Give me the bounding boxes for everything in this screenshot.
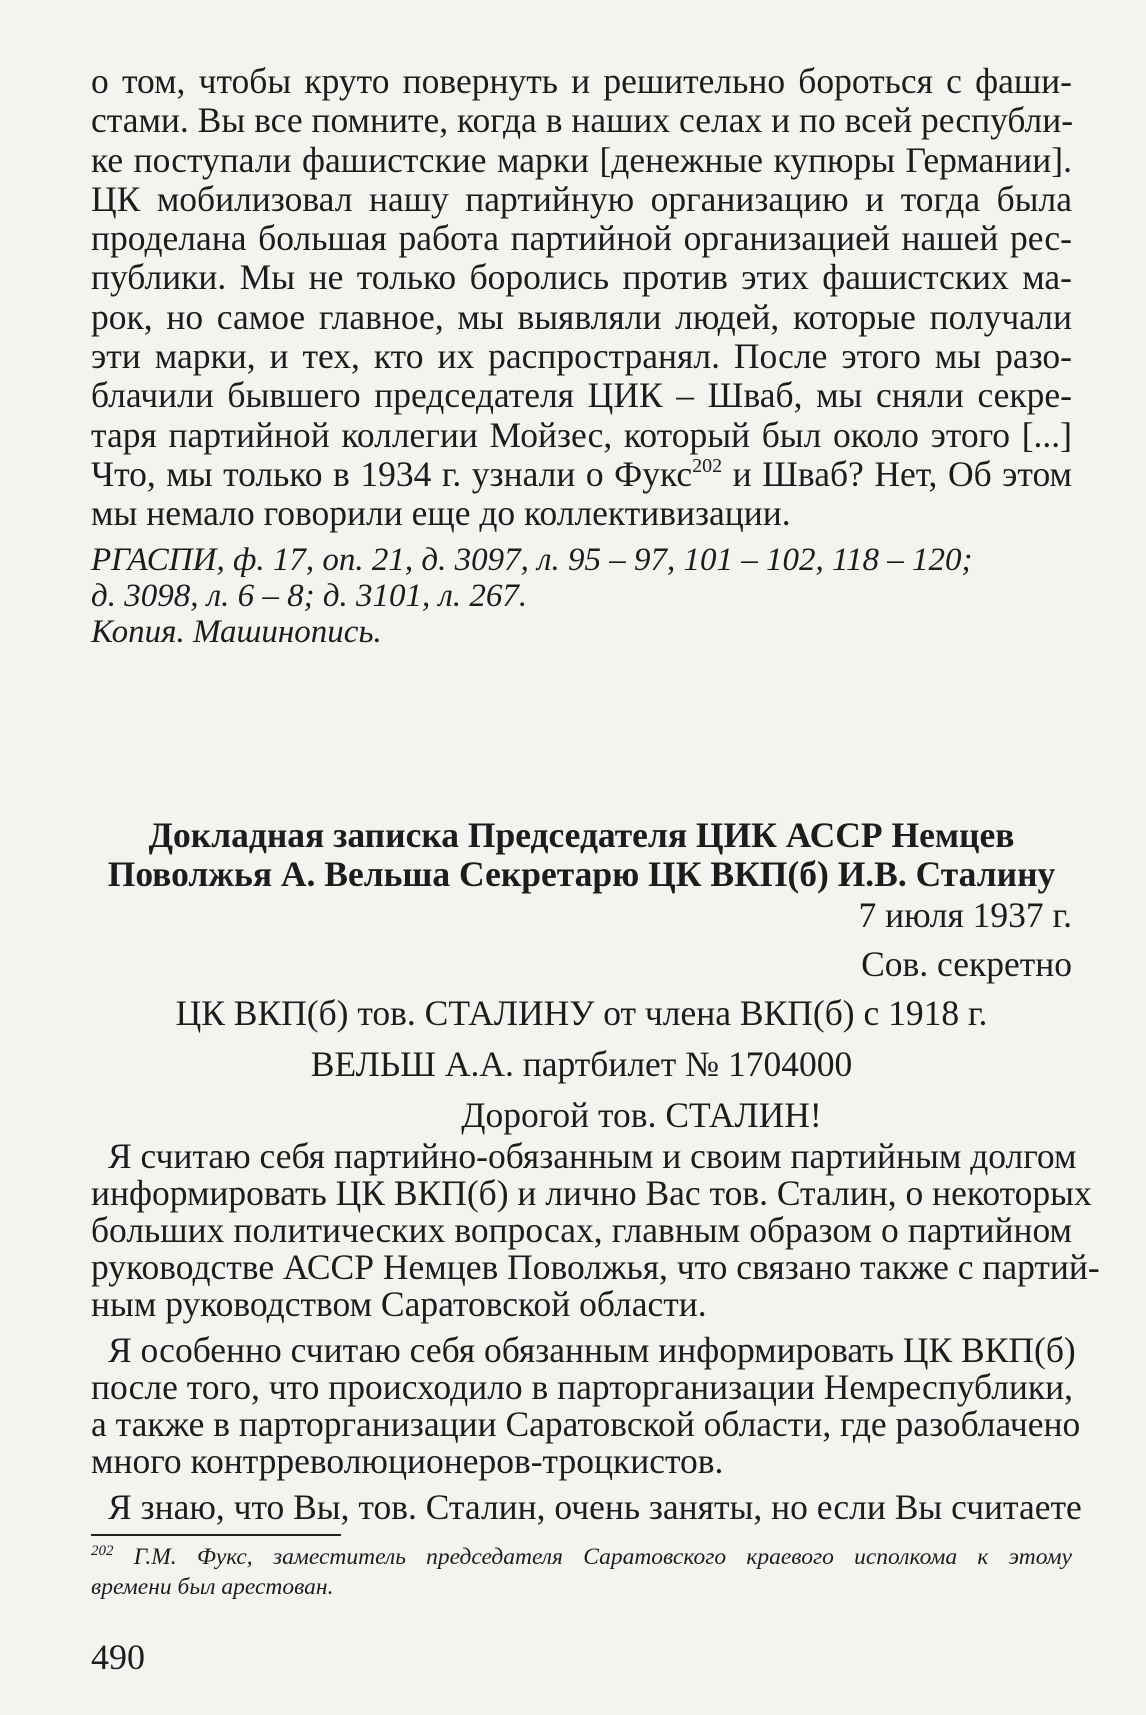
footnote-line [91,1542,1072,1572]
salutation: Дорогой тов. СТАЛИН! [461,1094,822,1135]
text-line: стами. Вы все помните, когда в наших селах и по всей республи- [91,100,1074,141]
continued-paragraph [91,62,1072,534]
footnote-reference: 202 [692,454,723,477]
footnote-line: времени был арестован. [91,1573,334,1600]
text-line: ке поступали фашистские марки [денежные купюры Германии]. [91,139,1072,180]
footnote-number: 202 [91,1542,114,1559]
letter-paragraph [91,1135,1100,1324]
text-line: мы немало говорили еще до коллективизации. [91,493,791,534]
addressee-line: ЦК ВКП(б) тов. СТАЛИНУ от члена ВКП(б) с 1918 г. [175,992,988,1033]
text-line: блачили бывшего председателя ЦИК – Шваб, мы сняли секре- [91,375,1072,416]
document-title-line: Докладная записка Председателя ЦИК АССР Немцев [148,814,1015,855]
text-line: после того, что происходило в парторганизации Немреспублики, [91,1366,1074,1407]
text-line: ЦК мобилизовал нашу партийную организацию и тогда была [91,178,1072,219]
footnote-divider [91,1534,341,1536]
text-line: руководстве АССР Немцев Поволжья, что связано также с партий- [91,1246,1100,1287]
text-line: о том, чтобы круто повернуть и решительно бороться с фаши- [91,61,1072,101]
text-line: Я считаю себя партийно-обязанным и своим партийным долгом [108,1135,1077,1176]
document-title-line: Поволжья А. Вельша Секретарю ЦК ВКП(б) И.В. Сталину [107,853,1056,894]
text-line: информировать ЦК ВКП(б) и лично Вас тов. Сталин, о некоторых [91,1172,1092,1213]
source-line: РГАСПИ, ф. 17, оп. 21, д. 3097, л. 95 – 97, 101 – 102, 118 – 120; [91,541,973,578]
text-line: проделана большая работа партийной организацией нашей рес- [91,218,1072,259]
source-line: д. 3098, л. 6 – 8; д. 3101, л. 267. [91,577,528,614]
classification-stamp: Сов. секретно [861,943,1072,984]
text-line: публики. Мы не только боролись против этих фашистских ма- [91,257,1072,298]
footnote-text: Г.М. Фукс, заместитель председателя Саратовского краевого исполкома к этому [113,1543,1072,1570]
letter-paragraph [91,1329,1081,1481]
fuks-text-before: Что, мы только в 1934 г. узнали о Фукс [91,453,693,494]
text-line: Я особенно считаю себя обязанным информировать ЦК ВКП(б) [108,1329,1076,1370]
archive-source [91,542,1072,650]
document-date: 7 июля 1937 г. [858,894,1072,935]
text-line-with-footnote [91,455,1072,494]
page-number: 490 [91,1637,145,1677]
text-line: Я знаю, что Вы, тов. Сталин, очень заняты, но если Вы считаете [108,1486,1082,1527]
text-line: рок, но самое главное, мы выявляли людей, которые получали [91,296,1072,337]
fuks-text-after: и Шваб? Нет, Об этом [722,453,1072,494]
text-line: много контрреволюционеров-троцкистов. [91,1440,724,1481]
text-line: больших политических вопросах, главным образом о партийном [91,1209,1072,1250]
text-line: таря партийной коллегии Мойзес, который был около этого [...] [91,414,1072,455]
letter-paragraph [91,1486,1082,1527]
document-title [91,816,1072,894]
source-line: Копия. Машинопись. [91,613,382,650]
text-line: а также в парторганизации Саратовской области, где разоблачено [91,1403,1081,1444]
party-card-line: ВЕЛЬШ А.А. партбилет № 1704000 [310,1043,853,1084]
text-line: ным руководством Саратовской области. [91,1283,707,1324]
text-line: эти марки, и тех, кто их распространял. После этого мы разо- [91,336,1072,377]
footnote [91,1542,1072,1602]
